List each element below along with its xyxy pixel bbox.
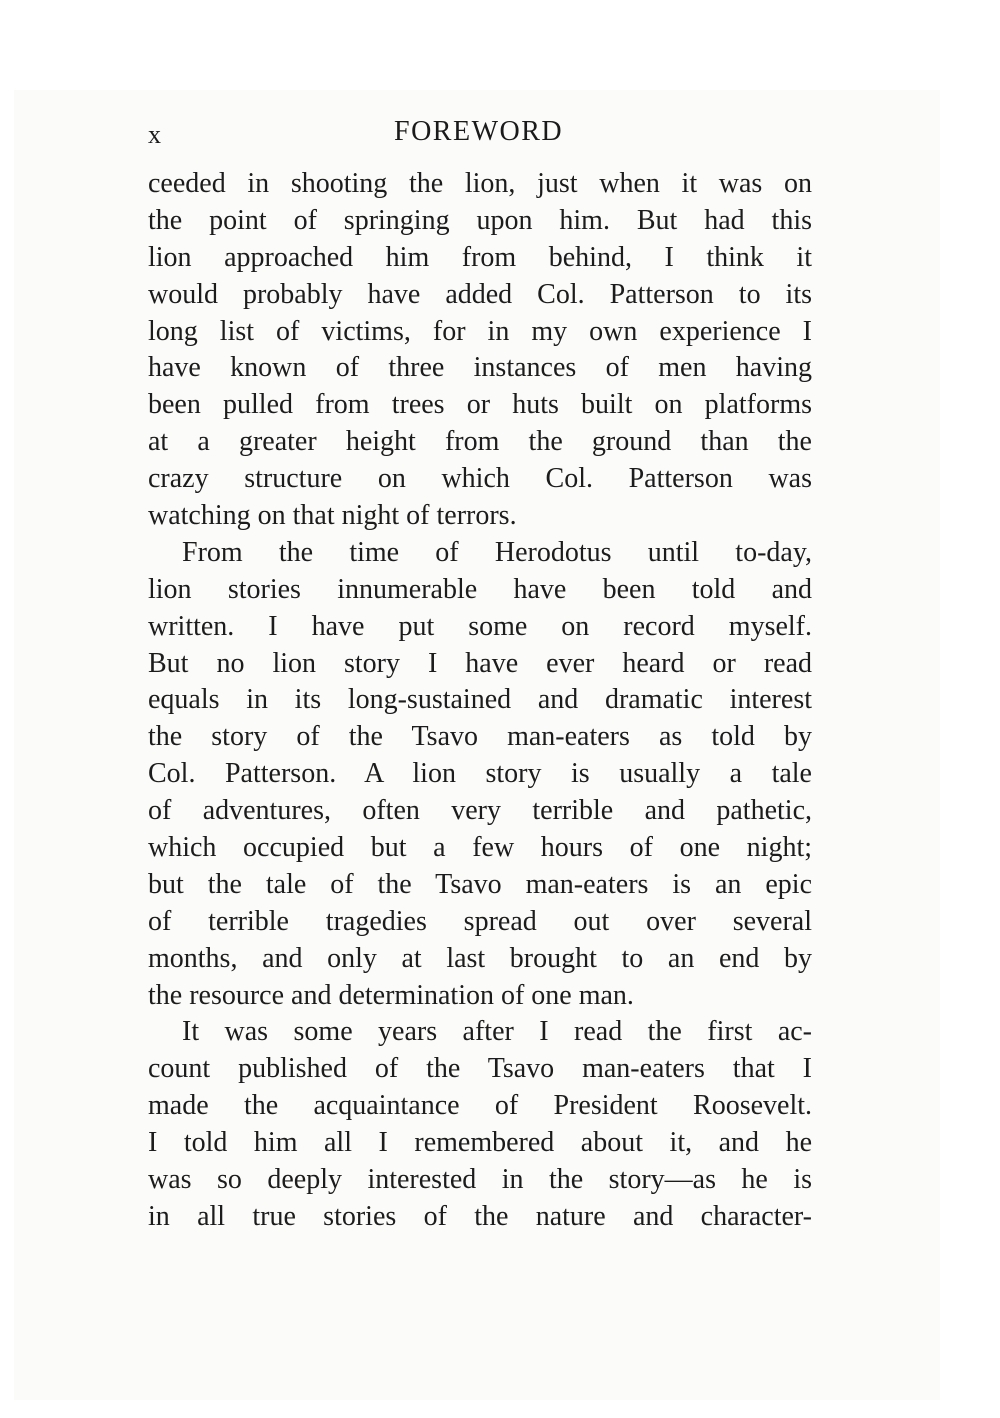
page-number: x: [148, 120, 161, 149]
text-line: at a greater height from the ground than the: [148, 426, 812, 458]
text-line: of adventures, often very terrible and pathetic,: [148, 795, 812, 827]
text-line: months, and only at last brought to an end by: [148, 942, 812, 974]
text-line: Col. Patterson. A lion story is usually a tale: [148, 758, 812, 790]
page-header: [148, 116, 812, 150]
text-line: ceeded in shooting the lion, just when it was on: [148, 168, 812, 199]
text-line: the resource and determination of one man.: [148, 979, 634, 1011]
text-line: which occupied but a few hours of one night;: [148, 832, 812, 864]
text-line: watching on that night of terrors.: [148, 500, 517, 532]
text-line: made the acquaintance of President Roosevelt.: [148, 1090, 812, 1122]
body-text: [148, 166, 812, 1236]
text-line: I told him all I remembered about it, and he: [148, 1127, 812, 1159]
text-line: the story of the Tsavo man-eaters as told by: [148, 721, 812, 753]
text-line: been pulled from trees or huts built on platforms: [148, 389, 812, 421]
text-line: From the time of Herodotus until to-day,: [182, 536, 812, 568]
text-line: crazy structure on which Col. Patterson was: [148, 463, 812, 495]
text-line: but the tale of the Tsavo man-eaters is an epic: [148, 868, 812, 900]
text-line: in all true stories of the nature and character-: [148, 1200, 812, 1232]
text-line: lion stories innumerable have been told and: [148, 573, 812, 605]
text-line: equals in its long-sustained and dramatic interest: [148, 684, 812, 716]
text-line: of terrible tragedies spread out over several: [148, 905, 812, 937]
text-line: count published of the Tsavo man-eaters that I: [148, 1053, 812, 1085]
running-head: FOREWORD: [394, 116, 564, 147]
text-line: written. I have put some on record myself.: [148, 610, 812, 642]
text-line: the point of springing upon him. But had this: [148, 204, 812, 236]
text-line: But no lion story I have ever heard or read: [148, 647, 812, 679]
text-line: lion approached him from behind, I think it: [148, 241, 812, 273]
text-line: long list of victims, for in my own experience I: [148, 315, 812, 347]
text-line: It was some years after I read the first ac-: [182, 1016, 812, 1048]
text-line: have known of three instances of men having: [148, 352, 812, 384]
text-line: would probably have added Col. Patterson to its: [148, 278, 812, 310]
text-line: was so deeply interested in the story—as he is: [148, 1164, 812, 1196]
